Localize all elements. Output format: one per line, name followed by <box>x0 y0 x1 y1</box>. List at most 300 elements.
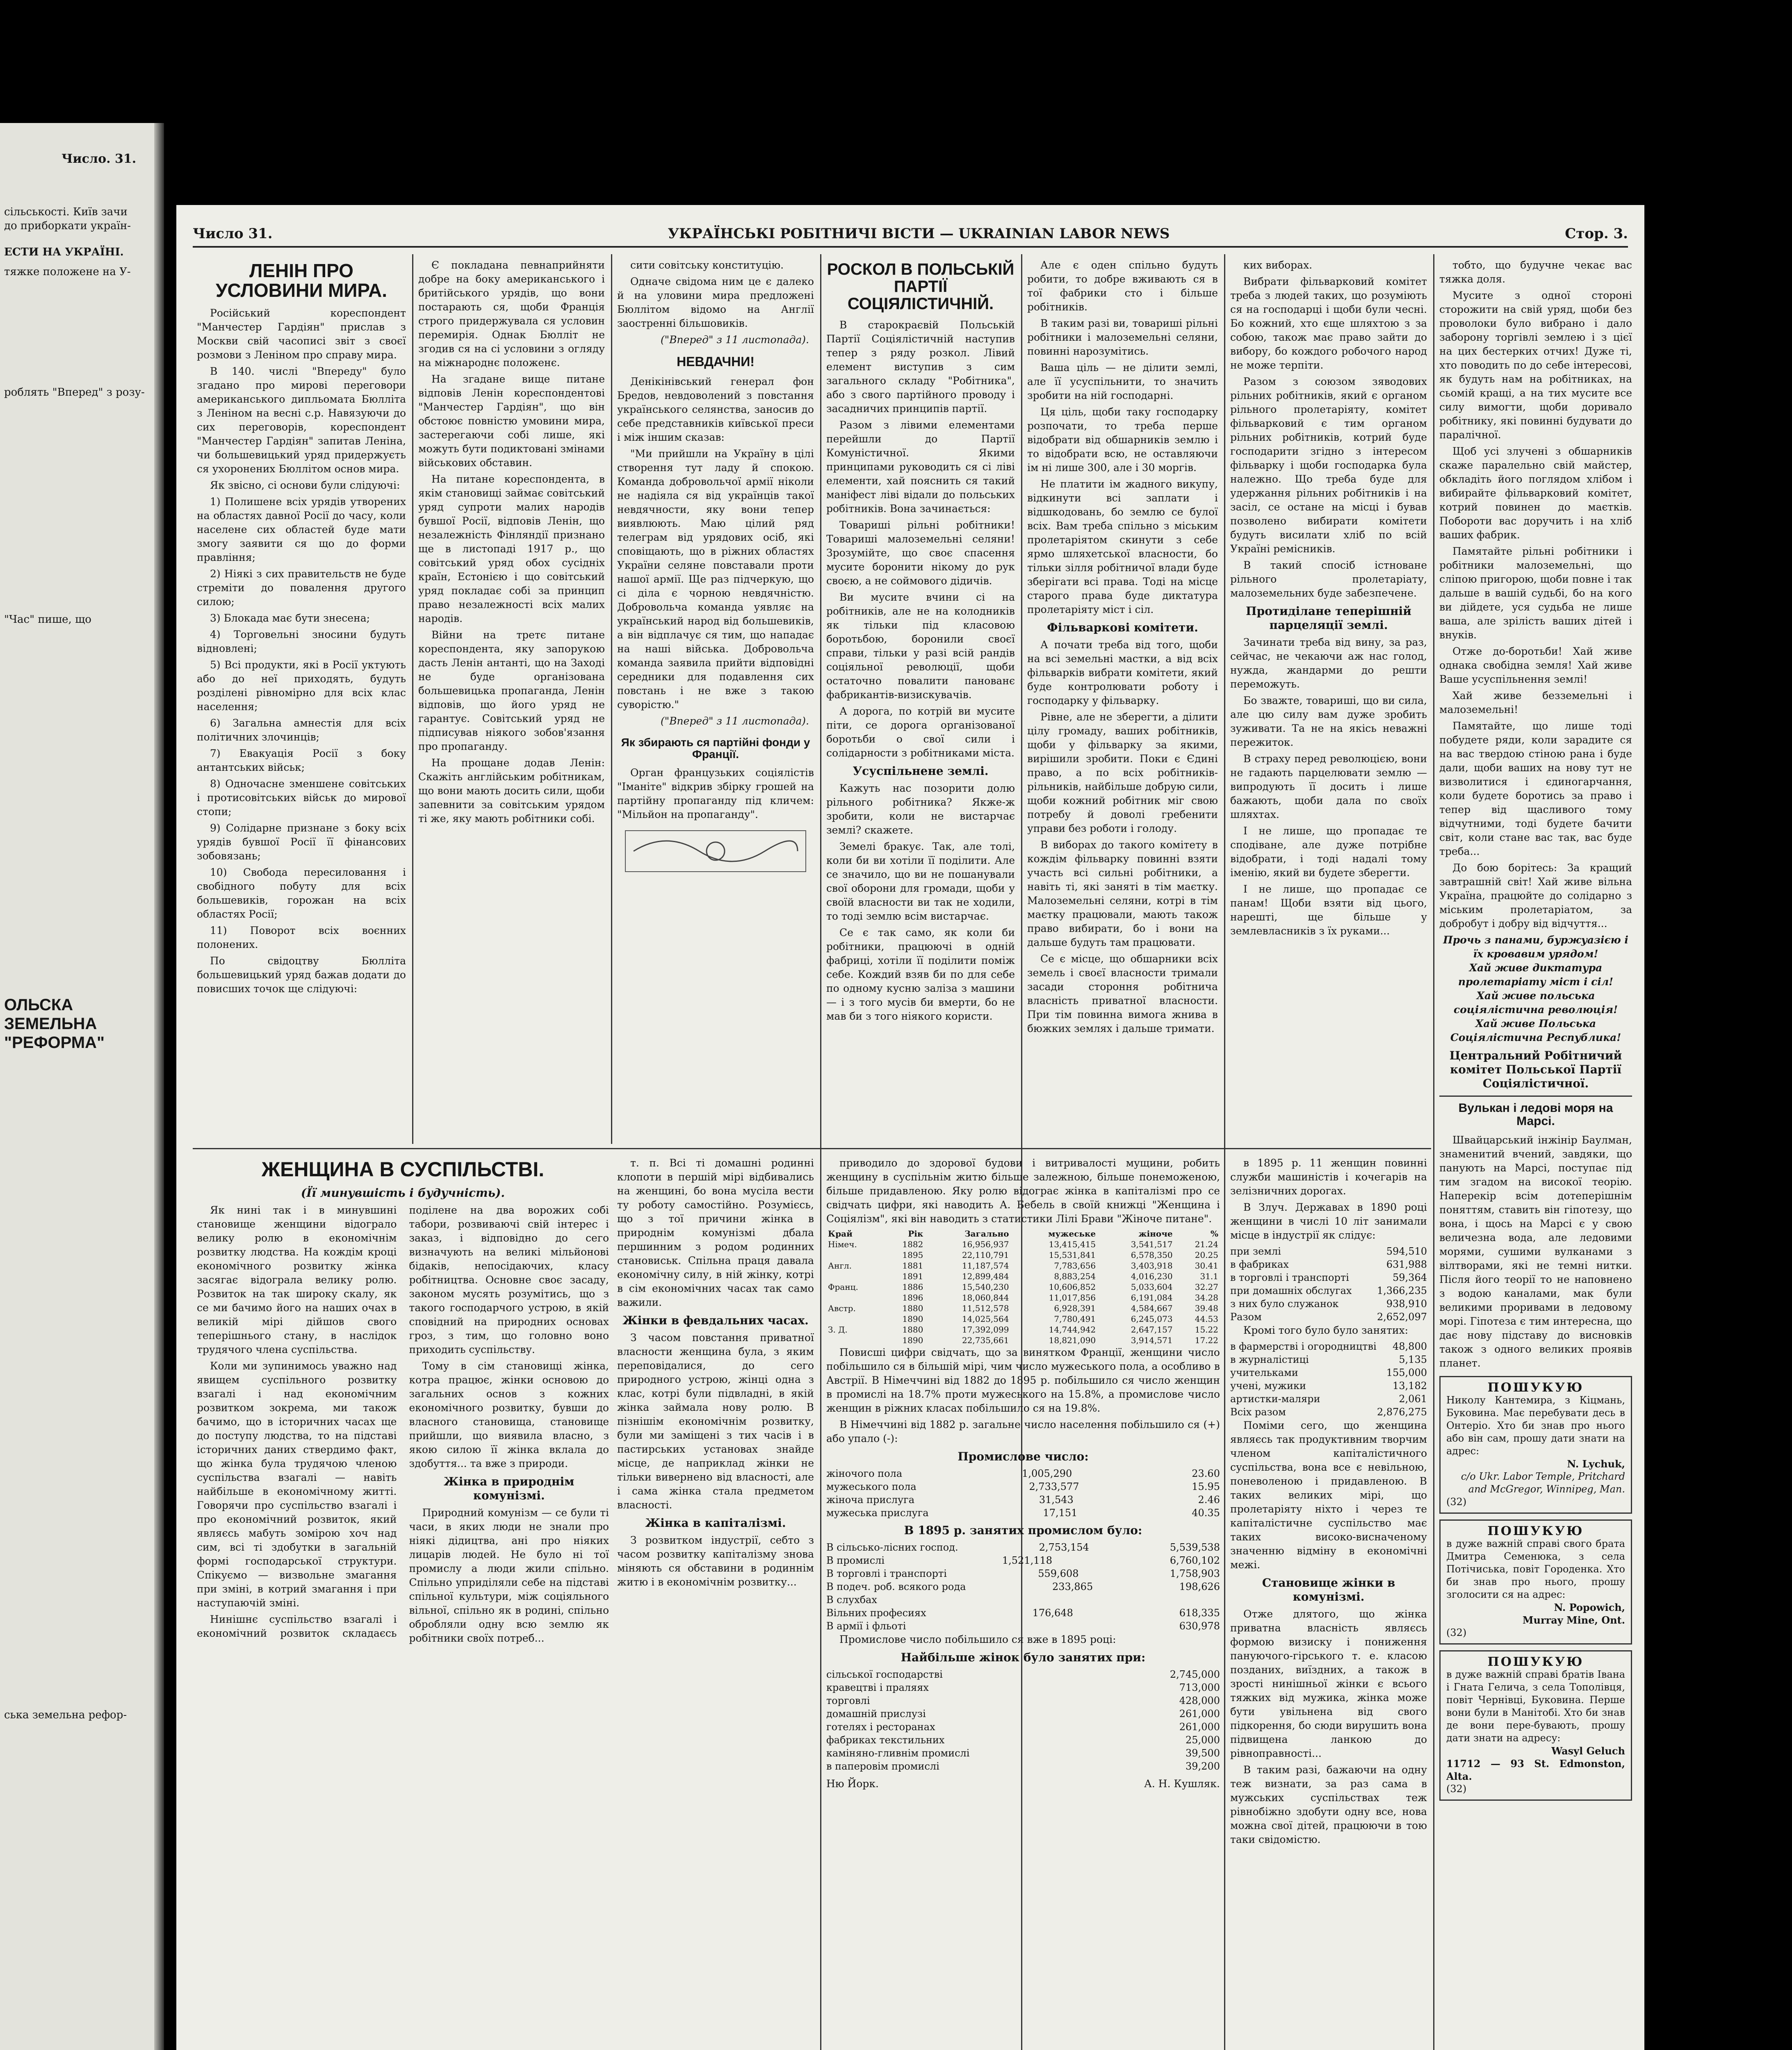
table-cell: 34.28 <box>1195 1293 1218 1303</box>
list-item-value: 15.95 <box>1192 1481 1220 1492</box>
list-item-label: в фабриках <box>1230 1259 1289 1270</box>
list-item-label: В сільсько-лісних господ. <box>826 1542 958 1553</box>
paragraph: Кажуть нас позорити долю рільного робітника? Якже-ж зробити, коли не вистарчає землі? скажете. <box>826 782 1015 836</box>
paragraph: Товариші рільні робітники! Товариші малоземельні селяни! Зрозумійте, що своє спасення мусите боронити нікому до рук своєю, а не соймового дідичів. <box>826 519 1015 587</box>
paragraph: В виборах до такого комітету в кождім фільварку повинні взяти участь всі сильні робітники, а навіть ті, які заняті в тім маєтку. Малоземельні селяни, котрі в тім маєтку працювали, мають також право вибирати, бо і вони на дальше будуть там працювати. <box>1027 839 1218 948</box>
paragraph: Хай живе безземельні і малоземельні! <box>1439 690 1632 715</box>
slogan: Хай живе Польська Соціялістична Республика! <box>1450 1018 1621 1043</box>
ad-number: (32) <box>1446 1783 1467 1795</box>
article-poland-split <box>826 258 1015 1144</box>
list-title: В 1895 р. занятих промислом було: <box>904 1524 1142 1537</box>
list-item-value: 1,366,235 <box>1377 1285 1427 1296</box>
table-cell: 8,883,254 <box>1054 1271 1096 1281</box>
list-item <box>1230 1340 1427 1353</box>
fragment-headline: "РЕФОРМА" <box>4 1034 105 1052</box>
list-item-label: при домашніх обслугах <box>1230 1285 1352 1296</box>
paragraph: Зачинати треба від вину, за раз, сейчас, не чекаючи аж нас голод, нужда, жандарми до решти переможуть. <box>1230 636 1427 690</box>
paragraph: 6) Загальна амнестія для всіх політичних злочинців; <box>197 717 406 743</box>
column-rule <box>1433 254 1434 2050</box>
list-item-value: 40.35 <box>1192 1507 1220 1519</box>
statistics-list <box>826 1467 1220 1519</box>
table-cell: 18,821,090 <box>1049 1335 1096 1345</box>
list-item <box>826 1747 1220 1760</box>
fragment-line: ська земельна рефор- <box>4 1709 127 1721</box>
paragraph: ких виборах. <box>1243 259 1313 271</box>
table-cell: 6,191,084 <box>1131 1293 1173 1303</box>
list-item-value: 559,608 <box>1038 1568 1079 1579</box>
right-column <box>1439 258 1632 2050</box>
table-cell: 14,744,942 <box>1049 1325 1096 1335</box>
list-item-value: 2.46 <box>1198 1494 1220 1506</box>
ad-title: ПОШУКУЮ <box>1487 1655 1584 1669</box>
section-rule <box>193 1148 1431 1149</box>
list-item-value: 1,005,290 <box>1022 1468 1072 1479</box>
fragment-line: сільськості. Київ зачи <box>4 206 128 218</box>
paragraph: Кромі того було було занятих: <box>1243 1324 1409 1336</box>
paragraph: В Злуч. Державах в 1890 році женщини в числі 10 літ занимали місце в індустрії як слідує: <box>1230 1201 1427 1241</box>
paragraph: А дорога, по котрій ви мусите піти, се дорога організованої боротьби о свої сили і солідарности з робітниками міста. <box>826 705 1015 759</box>
table-cell: Австр. <box>828 1303 856 1313</box>
list-item <box>826 1694 1220 1707</box>
table-cell <box>826 1292 884 1303</box>
total-label: Всіх разом <box>1230 1406 1286 1418</box>
signature-place: Ню Йорк. <box>826 1778 879 1790</box>
paragraph: З розвитком індустрії, себто з часом розвитку капіталізму знова міняють ся обставини в родиннім житю і в економічнім розвитку... <box>617 1534 814 1588</box>
paragraph: Як звісно, сі основи були слідуючі: <box>210 479 400 491</box>
column-rule <box>412 254 413 1144</box>
statistics-list <box>1230 1340 1427 1405</box>
ad-address: 11712 — 93 St. Edmonston, Alta. <box>1446 1758 1625 1782</box>
ad-number: (32) <box>1446 1496 1467 1508</box>
list-item-value: 233,865 <box>1052 1581 1093 1592</box>
table-row <box>826 1335 1220 1346</box>
table-cell: 3,541,517 <box>1131 1239 1173 1249</box>
table-cell: 1890 <box>902 1314 923 1324</box>
table-cell: 1896 <box>902 1293 923 1303</box>
total-label: Разом <box>1230 1311 1262 1323</box>
table-cell: 4,584,667 <box>1131 1303 1173 1313</box>
list-item-value: 631,988 <box>1386 1259 1427 1270</box>
table-cell: 1895 <box>902 1250 923 1260</box>
table-cell: 14,025,564 <box>962 1314 1009 1324</box>
slogan: Хай живе диктатура пролетаріату міст і сіл! <box>1458 962 1614 988</box>
article-headline: НЕВДАЧНИ! <box>677 354 755 369</box>
paragraph: З часом повстання приватної власности женщина була, з яким переповідалися, до сего природного устрою, жінці одна з клас, котрі були підвладні, в якій жінка займала нову ролю. В пізнішім економічнім розвитку, були ми заміщені з тих часів і в пастирських установах знайде місце, де наприклад жінки не тільки вивернено від власності, але і сама жінка стала предметом власності. <box>617 1332 814 1511</box>
table-cell: З. Д. <box>828 1325 848 1335</box>
list-item-label: мужеського пола <box>826 1481 917 1492</box>
statistics-total <box>1230 1310 1427 1323</box>
list-item-value: 23.60 <box>1192 1468 1220 1479</box>
list-item <box>1230 1366 1427 1379</box>
ad-address: Murray Mine, Ont. <box>1522 1614 1625 1626</box>
list-item-value: 2,061 <box>1399 1393 1427 1405</box>
list-item <box>826 1567 1220 1580</box>
fragment-headline: ОЛЬСКА ЗЕМЕЛЬНА <box>4 996 97 1033</box>
table-cell: 21.24 <box>1195 1239 1218 1249</box>
table-cell: 1891 <box>902 1271 923 1281</box>
slogan: Прочь з панами, буржуазією і їх кровавим урядом! <box>1443 934 1628 960</box>
classified-ad <box>1439 1650 1632 1801</box>
list-item-label: в фармерстві і огородництві <box>1230 1341 1377 1352</box>
table-cell: 6,578,350 <box>1131 1250 1173 1260</box>
table-row <box>826 1260 1220 1271</box>
list-item-label: Вільних професиях <box>826 1607 926 1619</box>
paragraph: Мусите з одної стороні сторожити на свій уряд, щоби без проволоки було вибрано і дало заборону торгівлі землею і з цієї на цих бестерких отчих! Дуже ті, хто поводить по до себе інтересові, як будуть нам на робітниках, на сьомій кращі, а на тих мусите все силу вимогти, щоби доривало робітнику, які повинні будувати до паралічної. <box>1439 289 1632 441</box>
paragraph: Разом з союзом зяводових рільних робітників, який є органом рільного пролетаріяту, комітет фільварковий є тим органом рільних робітників, котрий буде господарити згідно з інтересом фільварку і щоби господарка була належно. Що треба буде для удержання рільних робітників і на засіл, се остане на місці і бував позволено вибирати комітети будуть висилати хліб по всій Україні ремісників. <box>1230 376 1427 555</box>
table-cell: Англ. <box>828 1261 852 1271</box>
paragraph: приводило до здорової будови і витривалості мущини, робить женщину в суспільнім житю більше залежною, більше понеможеною, більше придавленою. Яку ролю відограє жінка в капіталізмі про се свідчать цифри, які наводить А. Бебель в своїй книжці "Женщина і Соціялізм", які він наводить з статистики Лілі Брави "Жіноче питане". <box>826 1157 1220 1225</box>
paragraph: Ця ціль, щоби таку господарку розпочати, то треба перше відобрати від обшарників землю і то відобрати всю, не оставляючи ім ні лише 300, але і 30 моргів. <box>1027 406 1218 474</box>
list-item-value: 176,648 <box>1032 1607 1073 1619</box>
table-header: Рік <box>908 1229 923 1239</box>
statistics-table <box>826 1228 1220 1346</box>
fragment-line: тяжке положене на У- <box>4 266 131 278</box>
list-item <box>1230 1245 1427 1258</box>
paragraph: Війни на третє питане кореспондента, яку запорукою дасть Ленін антанті, що на Заході не буде організована большевицька пропаганда, Ленін відповів, що його уряд не гарантує. Совітський уряд не підписував ніякого зобов'язання про пропаганду. <box>418 629 605 752</box>
list-item <box>826 1733 1220 1747</box>
list-item-value: 1,758,903 <box>1170 1568 1220 1579</box>
list-item-label: В армії і фльоті <box>826 1620 906 1632</box>
paragraph: Денікінівський генерал фон Бредов, невдоволений з повстання українського селянства, заносив до себе представників київської преси і між іншим сказав: <box>617 375 814 443</box>
ad-title: ПОШУКУЮ <box>1487 1380 1584 1395</box>
list-item <box>826 1467 1220 1480</box>
paragraph: На питане кореспондента, в якім становищі займає совітський уряд супроти малих народів бувшої Росії, відповів Ленін, що незалежність Фінляндії признано ще в листопаді 1917 р., що совітський уряд обох сусідніх країн, Естонією і що совітський уряд покладає собі за принцип право незалежності всіх малих народів. <box>418 473 605 624</box>
list-item-label: з них було служанок <box>1230 1298 1339 1310</box>
table-cell: 3,403,918 <box>1131 1261 1173 1271</box>
list-title: Промислове число: <box>958 1450 1089 1463</box>
table-row <box>826 1292 1220 1303</box>
header-issue-number: Число 31. <box>193 226 273 242</box>
table-cell: 32.27 <box>1195 1282 1218 1292</box>
list-item-label: В торговлі і транспорті <box>826 1568 947 1579</box>
paragraph: Коли ми зупинимось уважно над явищем суспільного розвитку взагалі і над економічним розвитком зокрема, ми також бачимо, що в історичних часах ще до поступу людства, то на підставі історичних даних ствердимо факт, що жінка була трудячою членою суспільства взагалі — навіть найбільше в економічному житті. Говорячи про суспільство взагалі і про економічний розвиток, який являєсь мабуть зомірою хоч над сим, всі ті здобутки в загальній формі господарської структури. Спікуємо — визвольне змагання при зміні, в котрий змагання і при наступаючій зміні. <box>197 1360 397 1609</box>
header-page-number: Стор. 3. <box>1565 226 1628 242</box>
section-subheading: Протиділане теперішній парцеляції землі. <box>1246 604 1411 632</box>
slogan: Хай живе польська соціялістична революція! <box>1453 990 1618 1016</box>
ad-body: Николу Кантемира, з Кіцмань, Буковина. Має перебувати десь в Онтеріо. Хто би знав про нього або він сам, прошу дати знати на адрес: <box>1446 1394 1625 1457</box>
paragraph: "Ми прийшли на Україну в цілі створення тут ладу й спокою. Команда добровольчої армії ніколи не надіяла ся від українців такої невдячности, яку вони тепер виявлюють. Маю цілий ряд телеграм від урядових осіб, які сповіщають, що в ріжних областях України селяне повставали проти нашої армії. Ще раз підчеркую, що сі діла є чорною невдячністю. Добровольча команда уявляє на український народ від большевиків, а він відплачує ся тим, що нападає на наші війська. Добровольча команда заявила прийти відповідні середники для подавлення сих повстань і не вже з такою суворістю." <box>617 447 814 711</box>
article-lenin <box>197 258 406 1144</box>
list-item-value: 48,800 <box>1393 1341 1427 1352</box>
paragraph: Се є так само, як коли би робітники, працюючі в одній фабриці, хотіли її поділити поміж себе. Кождий взяв би по для себе по одному кусню заліза з машини — і з того мусів би вмерти, бо не мав би з того ніякого користи. <box>826 927 1015 1022</box>
paragraph: В 140. числі "Впереду" було згадано про мирові переговори американського дипльомата Бюлліта з Леніном на весні с.р. Навязуючи до сих переговорів, кореспондент "Манчестер Гардіян" запитав Леніна, чи большевицький уряд придержуєть ся ухоронених Бюллітом основ мира. <box>197 365 406 475</box>
table-row <box>826 1250 1220 1260</box>
column-rule <box>1224 254 1225 2050</box>
list-item-value: 261,000 <box>1179 1708 1220 1720</box>
list-item-value: 198,626 <box>1179 1581 1220 1592</box>
article-poland-continued <box>1230 258 1427 1144</box>
paragraph: 3) Блокада має бути знесена; <box>210 612 370 624</box>
list-item <box>826 1580 1220 1593</box>
list-item <box>1230 1297 1427 1310</box>
table-cell <box>826 1271 884 1282</box>
paragraph: В таким разі ви, товариші рільні робітники і малоземельні селяни, повинні нарозумітись. <box>1027 317 1218 357</box>
paragraph: 8) Одночасне зменшене совітських і протисовітських військ до мирової стопи; <box>197 777 406 818</box>
list-item-value: 31,543 <box>1039 1494 1074 1506</box>
list-item-label: в журналістиці <box>1230 1354 1309 1365</box>
paragraph: Отже до-боротьби! Хай живе однака свобідна земля! Хай живе Ваше усуспільнення землі! <box>1439 645 1632 685</box>
table-cell: 11,187,574 <box>962 1261 1009 1271</box>
list-item <box>1230 1392 1427 1405</box>
table-cell: Франц. <box>828 1282 858 1292</box>
paragraph: На згадане вище питане відповів Ленін кореспондентові "Манчестер Гардіян", що він обстоює повністю умовини мира, застерегаючи собі лише, які можуть бути подиктовані змінами військових обставин. <box>418 373 605 469</box>
list-item-value: 2,753,154 <box>1039 1542 1089 1553</box>
list-item-value: 13,182 <box>1393 1380 1427 1392</box>
list-item-value: 25,000 <box>1186 1734 1220 1746</box>
table-cell <box>826 1250 884 1260</box>
classified-ad <box>1439 1376 1632 1514</box>
ad-title: ПОШУКУЮ <box>1487 1524 1584 1538</box>
table-cell: 6,928,391 <box>1054 1303 1096 1313</box>
paragraph: В старокраєвій Польській Партії Соціялістичній наступив тепер з ряду розкол. Лівий елемент виступив з сим загального складу "Робітника", або з свого партійного проводу і засадничих принципів партії. <box>826 319 1015 415</box>
ad-body: в дуже важній справі свого брата Дмитра Семенюка, з села Потічиська, повіт Городенка. Хто би знав про нього, прошу зголосити ся на адрес: <box>1446 1538 1625 1600</box>
ornament-illustration <box>617 827 814 876</box>
list-item-value: 2,733,577 <box>1029 1481 1079 1492</box>
list-item-label: В подеч. роб. всякого рода <box>826 1581 966 1592</box>
table-cell: 7,780,491 <box>1054 1314 1096 1324</box>
table-cell: 30.41 <box>1195 1261 1218 1271</box>
paragraph: Нинішнє суспільство взагалі і економічний розвиток складаєсь поділене на два ворожих собі табори, розвиваючі свій інтерес і заказ, і відповідно до сего визначують на великі мільйонові бідаків, непосідаючих, класу робітництва. Основне своє засаду, законом мусять розумітись, що з такого господарчого устрою, в якій сповідний на природних основах гроз, з тим, що головно воно приходить суспільству. <box>197 1204 609 1639</box>
paragraph: Тому в сім становищі жінка, котра працює, жінки основою до загальних основ з кожних економічного розвитку, бувши до власного становища, становище прийшли, що виявила власно, з якою силою її жінка вклала до здобуття... та вже з природи. <box>409 1360 609 1469</box>
list-item-label: торговлі <box>826 1695 870 1706</box>
paragraph: Швайцарський інжінір Баулман, знаменитий вчений, завдяки, що панують на Марсі, поступає під тим згадом на високої теорію. Наперекір всім дотеперішнім поняттям, ставить він гіпотезу, що вона, і щось на Марсі є у свою величезна вода, але ледовими морями, сушими вулканами з вілтворами, які не темні нитки. Після його теорії то не наповнено з водою каналами, мак були великими проривами в ледовому морі. Гіпотеза є тим интересна, що дає нову підставу до висновків також з одного великих проявів планет. <box>1439 1134 1632 1369</box>
paragraph: Поміми сего, що женщина являєсь так продуктивним творчим членом капіталістичного суспільства, вона все є невільною, поневоленою і придавленою. В таких великих мірі, що пролетаріяту ніхто і через те капіталістичне суспільство має таких високо-висначеному значенню відміну в економічні межі. <box>1230 1419 1427 1571</box>
section-subheading: Жінки в февдальних часах. <box>622 1314 809 1327</box>
table-cell: 4,016,230 <box>1131 1271 1173 1281</box>
table-cell <box>826 1335 884 1346</box>
paragraph: По свідоцтву Бюлліта большевицький уряд бажав додати до повисших точок ще слідуючі: <box>197 954 406 995</box>
paragraph: 1) Полишене всіх урядів утворених на областях давної Росії до часу, коли населене сих областей буде мати змогу заявити ся що до форми правління; <box>197 495 406 563</box>
table-cell: 22,735,661 <box>962 1335 1009 1345</box>
list-item <box>1230 1258 1427 1271</box>
newspaper-page <box>176 205 1644 2050</box>
paragraph: Одначе свідома ним це є далеко й на уловини мира предложені Бюллітом відомо на Англії заостренні більшовиків. <box>617 276 814 329</box>
statistics-list <box>826 1668 1220 1773</box>
list-item <box>1230 1284 1427 1297</box>
paragraph: 5) Всі продукти, які в Росії уктують або до неї приходять, будуть розділені рівномірно для всіх клас населення; <box>197 658 406 713</box>
list-item-label: в торговлі і транспорті <box>1230 1272 1349 1283</box>
list-item-label: каміняно-гливнім промислі <box>826 1747 970 1759</box>
paragraph: 9) Солідарне признане з боку всіх урядів бувшої Росії її фінансових зобовязань; <box>197 822 406 862</box>
paragraph: Як нині так і в минувшині становище женщини відограло велику ролю в економічнім розвитку людства. На кождім кроці економічного розвитку жінка засягає відограла велику ролю. Розвиток на так широку скалу, як се ми бачимо його на наших очах в великій мірі дійшов свого теперішнього стану, в наслідок трудячого члена суспільства. <box>197 1204 397 1355</box>
paragraph: 2) Ніякі з сих правительств не буде стреміти до повалення другого силою; <box>197 567 406 608</box>
list-item <box>826 1707 1220 1720</box>
list-item <box>826 1493 1220 1506</box>
list-item-value: 594,510 <box>1386 1246 1427 1257</box>
paragraph: в 1895 р. 11 женщин повинні служби машиністів і кочегарів на зелізничних дорогах. <box>1230 1157 1427 1197</box>
list-item-label: жіноча прислуга <box>826 1494 915 1506</box>
paragraph: Є покладана певнаприйняти добре на боку американського і бритійського урядів, що вони постарають ся, щоби Франція строго придержувала ся условин перемирія. Однак Бюлліт не згодив ся на сі условини з огляду на міжнароднє положенє. <box>418 259 605 369</box>
paragraph: В страху перед революцією, вони не гадають парцелювати землю — випродують її досить і лише бажають, щоби дала по своїх шляхтах. <box>1230 753 1427 820</box>
list-item <box>826 1506 1220 1519</box>
paragraph: В таким разі, бажаючи на одну теж визнати, за раз сама в мужських суспільствах теж рівнобіжно здобути одну все, нова можна свої дітей, працюючи в тою таки свідомістю. <box>1230 1764 1427 1845</box>
list-item <box>1230 1353 1427 1366</box>
signature-name: А. Н. Кушляк. <box>1144 1778 1220 1790</box>
table-cell: 18,060,844 <box>962 1293 1009 1303</box>
ad-sign: N. Popowich, <box>1554 1601 1625 1613</box>
list-item <box>826 1720 1220 1733</box>
section-subheading: Жінка в природнім комунізмі. <box>444 1474 575 1502</box>
table-cell: 22,110,791 <box>962 1250 1009 1260</box>
table-cell: 16,956,937 <box>962 1239 1009 1249</box>
paragraph: Російський кореспондент "Манчестер Гардіян" прислав з Москви свій часописі звіт з своєї розмови з Леніном про справу мира. <box>197 307 406 361</box>
paragraph: В Німеччині від 1882 р. загальне число населення побільшило ся (+) або упало (-): <box>826 1419 1220 1444</box>
paragraph: Ви мусите вчини сі на робітників, але не на колодників як тільки під класовою боротьбою, боронили своєї справи, тільки у разі всій рандів соціяльної революції, щоби остаточно повалити панованє фабрикантів-визискувачів. <box>826 591 1015 701</box>
list-item-value: 2,745,000 <box>1170 1669 1220 1680</box>
paragraph: Отже длятого, що жінка приватна власність являєсь формою визиску і пониження пануючого-гірського т. е. класою позданих, виїздних, а також в зрості нинішньої жінки є всього тяжких від мужика, жінка може бути увільнена від свого підкорення, бо сюди вирушить вона підвищена ланкою до рівноправності... <box>1230 1608 1427 1759</box>
list-title: Найбільше жінок було занятих при: <box>901 1651 1146 1664</box>
column-rule <box>820 254 821 2050</box>
list-item-label: при землі <box>1230 1246 1281 1257</box>
paragraph: Се є місце, що обшарники всіх земель і своєї власности тримали засади стороння робітнича власність приватної власности. При тім повинна вимога жнива в бюжких землях і дальше тримати. <box>1027 953 1218 1034</box>
table-header: мужеське <box>1048 1229 1096 1239</box>
list-item-label: учительками <box>1230 1367 1298 1378</box>
article-woman <box>197 1156 609 2050</box>
table-row <box>826 1303 1220 1314</box>
adjacent-page-fragment <box>0 123 164 2050</box>
paragraph: Вибрати фільварковий комітет треба з людей таких, що розуміють ся на господарці і щоби були чесні. Бо кожний, хто єще шляхтою з за собою, також має право зайти до вибору, бо кождого робочого народ не може терпіти. <box>1230 276 1427 371</box>
section-subheading: Фільваркові комітети. <box>1047 621 1198 634</box>
list-item-value: 1,521,118 <box>1002 1555 1053 1566</box>
source-line: ("Вперед" з 11 листопада). <box>660 715 809 727</box>
ad-sign: N. Lychuk, <box>1567 1458 1625 1470</box>
article-poland-continued <box>1027 258 1218 1144</box>
paragraph: сити совітську конституцію. <box>630 259 784 271</box>
table-cell: 15,531,841 <box>1049 1250 1096 1260</box>
list-item <box>1230 1271 1427 1284</box>
table-cell: 2,647,157 <box>1131 1325 1173 1335</box>
list-item <box>826 1620 1220 1633</box>
paragraph: Разом з лівими елементами перейшли до Партії Комуністичної. Якими принципами руководить ся сі ліві елементи, хай пояснить ся такий маніфест ліві відали до польських робітників. Вона зачинається: <box>826 419 1015 515</box>
paragraph: Природний комунізм — се були ті часи, в яких люди не знали про ніякі дідицтва, ані про ніяких лицарів людей. Не було ні тої промислу а люди жили спільно. Спільно уприділяли себе на підставі спільної культури, між соціяльного вільної, спільно як в родині, спільно обробляли одну всю землю як робітники своїх потреб... <box>409 1506 609 1644</box>
total-value: 2,876,275 <box>1377 1406 1427 1418</box>
list-item <box>826 1593 1220 1606</box>
list-item-value: 5,135 <box>1399 1354 1427 1365</box>
table-cell: 3,914,571 <box>1131 1335 1173 1345</box>
paragraph: 10) Свобода пересиловання і свобідного побуту для всіх большевиків, горожан на всіх областях Росії; <box>197 866 406 920</box>
source-line: ("Вперед" з 11 листопада). <box>660 334 809 346</box>
table-cell: 1880 <box>902 1325 923 1335</box>
list-item-label: артистки-маляри <box>1230 1393 1320 1405</box>
article-lenin-continued <box>418 258 605 1144</box>
article-subtitle: (Її минувшість і будучність). <box>301 1186 505 1200</box>
table-header: жіноче <box>1138 1229 1173 1239</box>
fragment-page-number: Число. 31. <box>62 152 137 166</box>
slogans <box>1439 933 1632 1045</box>
list-item-label: в паперовім промислі <box>826 1761 939 1772</box>
paragraph: Памятайте, що лише тоді побудете ряди, коли зарадите ся на вас твердою стіною рана і буде дали, щоби ваших на нову тут не визволитися і єдиногарчання, коли будете боротись за право і тепер від щасливого тому відчутними, тоді будете бачити світ, коли стане вас так, вас буде треба... <box>1439 720 1632 857</box>
paragraph: Промислове число побільшило ся вже в 1895 році: <box>839 1633 1116 1645</box>
table-row <box>826 1314 1220 1324</box>
table-cell: 17,392,099 <box>962 1325 1009 1335</box>
list-item <box>826 1606 1220 1620</box>
signature: Центральний Робітничий комітет Польської Партії Соціялістичної. <box>1449 1049 1622 1090</box>
section-subheading: Усуспільнене землі. <box>853 764 989 778</box>
table-row <box>826 1271 1220 1282</box>
list-item-label: учені, мужики <box>1230 1380 1306 1392</box>
list-item <box>826 1554 1220 1567</box>
table-header: Загально <box>964 1229 1009 1239</box>
statistics-list <box>826 1541 1220 1633</box>
list-item-value: 261,000 <box>1179 1721 1220 1733</box>
table-cell <box>826 1314 884 1324</box>
table-cell: 1881 <box>902 1261 923 1271</box>
paragraph: тобто, що будучне чекає вас тяжка доля. <box>1439 259 1632 285</box>
paragraph: Не платити ім жадного викупу, відкинути всі заплати і відшкодовань, бо землю се булої всіх. Вам треба спільно з міським пролетаріятом скинути з себе ярмо шляхетської власности, бо тільки зілля робітничої влади буде зберігати всі права. Тоді на місце старого права буде диктатура пролетаріяту міст і сіл. <box>1027 478 1218 615</box>
statistics-list <box>1230 1245 1427 1310</box>
paragraph: Бо зважте, товариші, що ви сила, але цю силу вам дуже зробить зуживати. Та не на якісь неважні пережиток. <box>1230 695 1427 748</box>
list-item-label: кравецтві і праляях <box>826 1682 929 1693</box>
fragment-line: до приборкати україн- <box>4 220 131 232</box>
list-item-value: 6,760,102 <box>1170 1555 1220 1566</box>
table-cell: Німеч. <box>828 1239 857 1249</box>
paragraph: Рівне, але не зберегти, а ділити цілу громаду, ваших робітників, щоби у фільварку за якими, вирішили зробити. Поки є Єдині право, а по всіх робітників-рільників, найбільше добрую сили, щоби кожний робітник міг свою потребу й доволі гребенити управи без роботи і голоду. <box>1027 711 1218 834</box>
paragraph: т. п. Всі ті домашні родинні клопоти в першій мірі відбивались на женщині, бо вона мусіла вести ту роботу самостійно. Розумієсь, що з тої причини жінка в природнім комунізмі дбала першинним з родом родинних становиськ. Спільна праця давала економічну силу, в ній жінку, котрі в сім економічних часах так само важили. <box>617 1157 814 1308</box>
list-item-value: 630,978 <box>1179 1620 1220 1632</box>
list-item-value: 428,000 <box>1179 1695 1220 1706</box>
total-value: 2,652,097 <box>1377 1311 1427 1323</box>
table-row <box>826 1239 1220 1250</box>
list-item <box>826 1480 1220 1493</box>
table-cell: 44.53 <box>1195 1314 1218 1324</box>
table-cell: 1882 <box>902 1239 923 1249</box>
paragraph: Памятайте рільні робітники і робітники малоземельні, що сліпою пригорою, щоби повне і так дальше в вашій судьбі, бо на кого ви дійдете, уся судьба не лише ваша, але зрілість ваших дітей і внуків. <box>1439 545 1632 641</box>
table-row <box>826 1324 1220 1335</box>
table-header: % <box>1210 1229 1218 1239</box>
statistics-total <box>1230 1405 1427 1419</box>
list-item-value: 59,364 <box>1393 1272 1427 1283</box>
table-cell: 11,017,856 <box>1049 1293 1096 1303</box>
list-item-label: В слухбах <box>826 1594 877 1606</box>
section-subheading: Жінка в капіталізмі. <box>645 1516 786 1530</box>
list-item-label: жіночого пола <box>826 1468 903 1479</box>
article-headline: Як збирають ся партійні фонди у Франції. <box>621 736 810 761</box>
list-item-label: домашній прислузі <box>826 1708 926 1720</box>
table-cell: 15.22 <box>1195 1325 1218 1335</box>
classified-ad <box>1439 1519 1632 1645</box>
list-item-label: сільської господарстві <box>826 1669 943 1680</box>
list-item-value: 713,000 <box>1179 1682 1220 1693</box>
divider <box>1439 1096 1632 1097</box>
paragraph: В такий спосіб істноване рільного пролетаріату, малоземельних буде забезпечене. <box>1230 559 1427 599</box>
list-item <box>826 1668 1220 1681</box>
paragraph: І не лише, що пропадає се панам! Щоби взяти від цього, нарешті, ще більше у землевласників з їх руками... <box>1230 883 1427 937</box>
list-item-value: 39,200 <box>1186 1761 1220 1772</box>
table-header: Край <box>828 1229 853 1239</box>
paragraph: І не лише, що пропадає те сподіване, але дуже потрібне відобрати, і тоді надалі тому іменію, який ви будете зберегти. <box>1230 825 1427 879</box>
list-item-value: 618,335 <box>1179 1607 1220 1619</box>
table-cell: 31.1 <box>1200 1271 1218 1281</box>
table-cell: 1886 <box>902 1282 923 1292</box>
list-item <box>826 1681 1220 1694</box>
fragment-line: "Час" пише, що <box>4 613 91 626</box>
paragraph: Але є оден спільно будуть робити, то добре вживають ся в тої фабрики сто і більше робітників. <box>1027 259 1218 313</box>
list-item-value: 39,500 <box>1186 1747 1220 1759</box>
table-cell: 6,245,073 <box>1131 1314 1173 1324</box>
table-cell: 7,783,656 <box>1054 1261 1096 1271</box>
paragraph: Орган французьких соціялістів "Іманіте" відкрив збірку грошей на партійну пропаганду під кличем: "Мільйон на пропаганду". <box>617 767 814 821</box>
section-subheading: Становище жінки в комунізмі. <box>1262 1576 1395 1604</box>
column-rule <box>611 254 612 1144</box>
paragraph: А почати треба від того, щоби на всі земельні мастки, а від всіх фільварків вибрати комітети, який буде контролювати роботу і господарку у фільварку. <box>1027 639 1218 706</box>
article-signature <box>826 1777 1220 1791</box>
ad-body: в дуже важній справі братів Івана і Гната Гелича, з села Тополівця, повіт Чернівці, Буковина. Перше вони були в Манітобі. Хто би знав де вони пере-бувають, прошу дати знати на адресу: <box>1446 1669 1625 1744</box>
paragraph: 11) Поворот всіх воєнних полонених. <box>197 924 406 950</box>
ad-number: (32) <box>1446 1627 1467 1638</box>
list-item-label: готелях і ресторанах <box>826 1721 935 1733</box>
paragraph: 7) Евакуація Росії з боку антантських військ; <box>197 747 406 773</box>
fragment-text <box>4 205 152 2050</box>
